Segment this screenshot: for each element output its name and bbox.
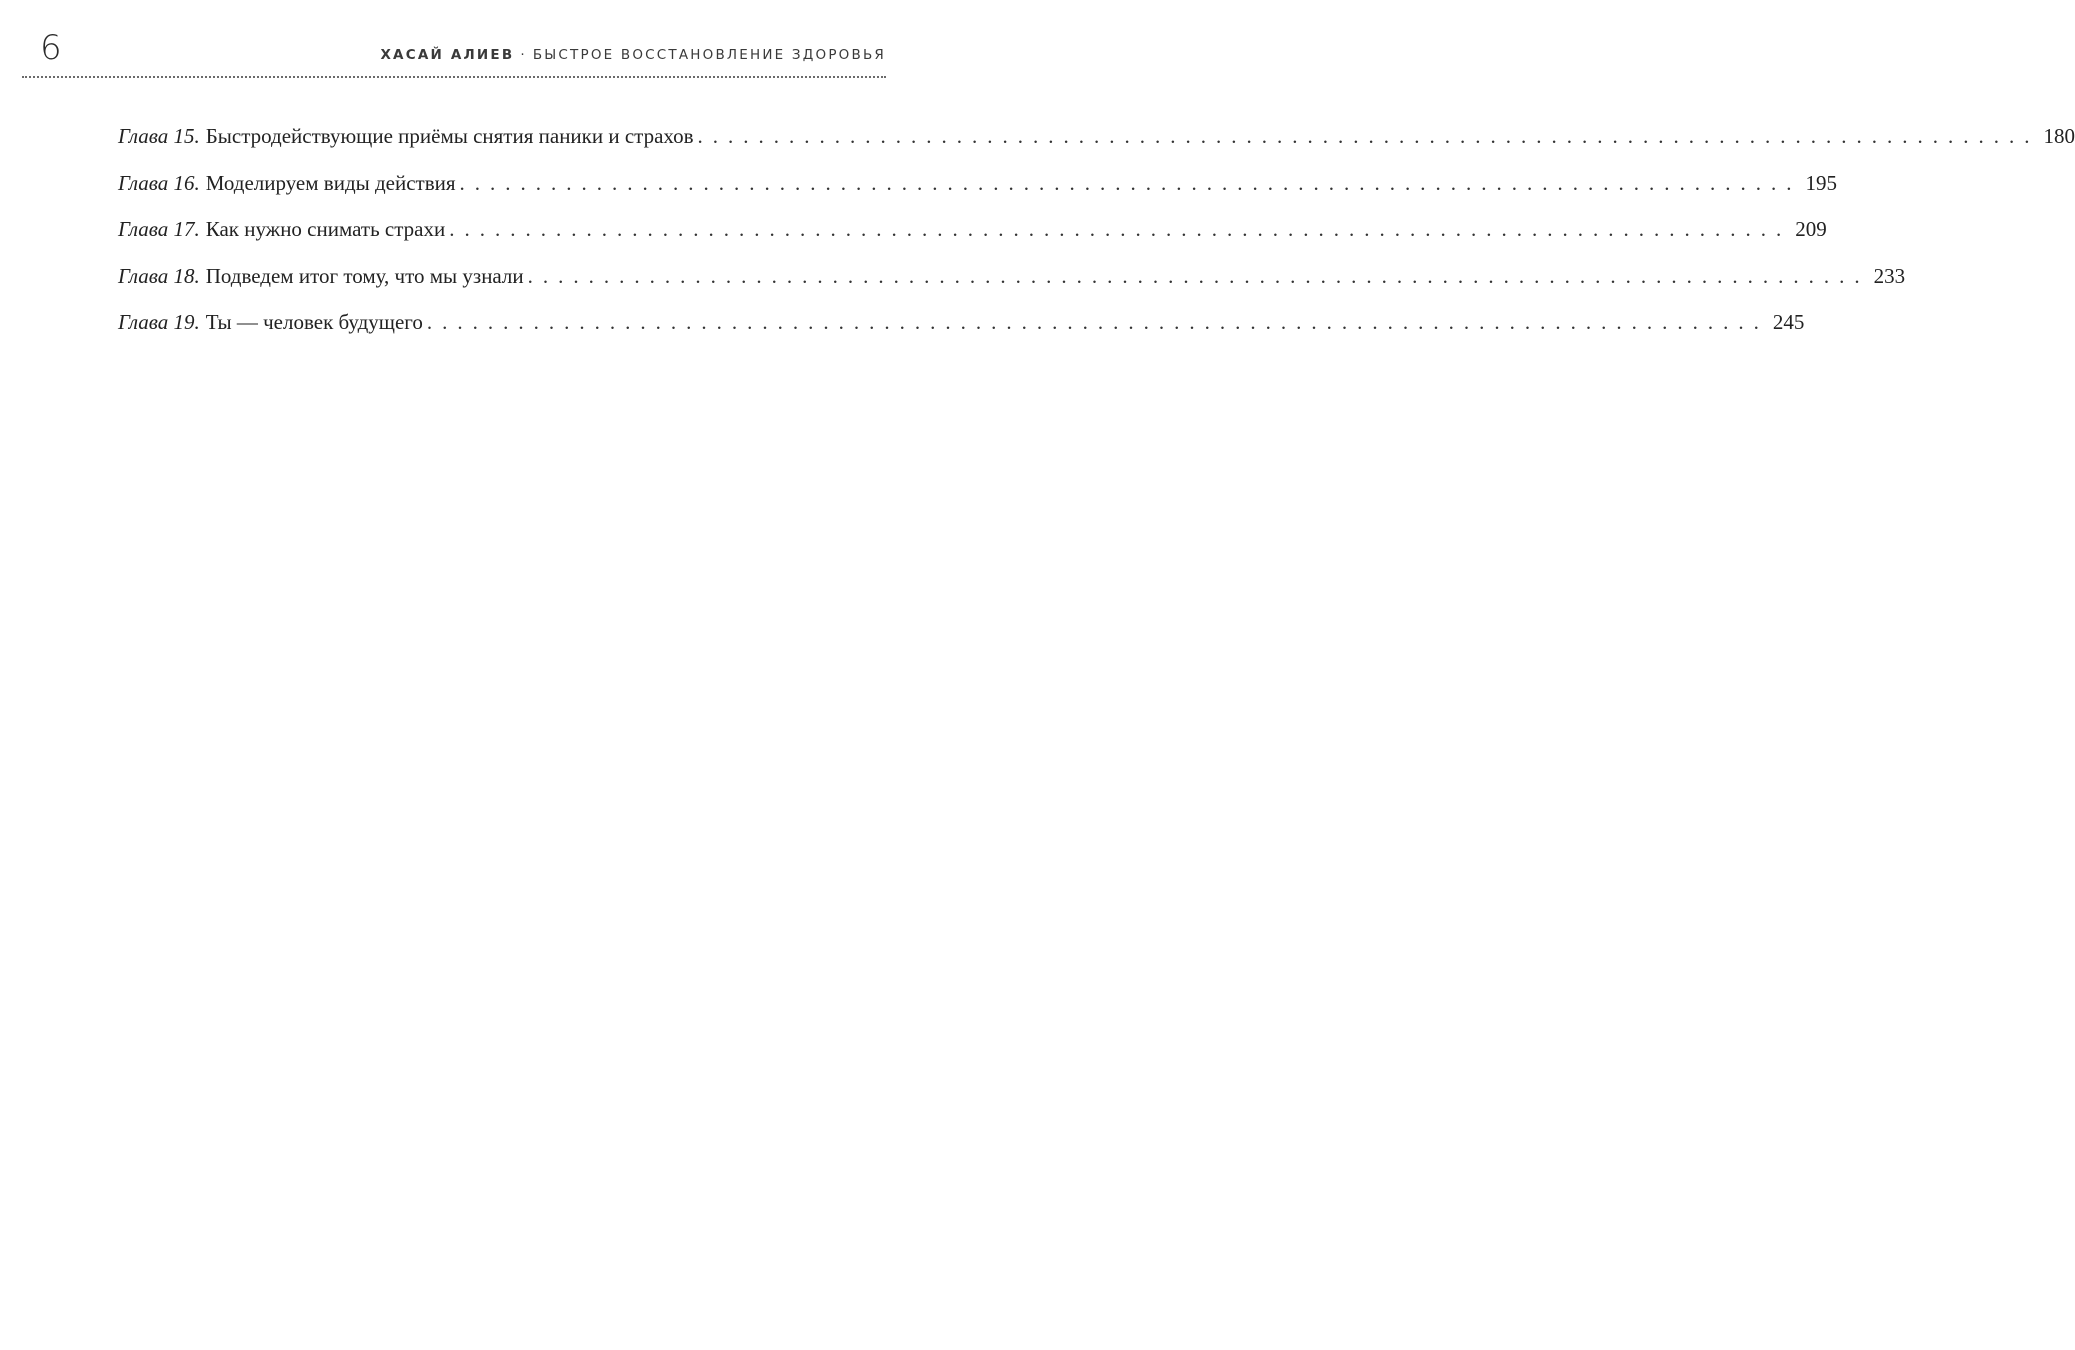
toc-entry-label: Глава 19. [118,310,200,334]
toc-entry[interactable] [118,170,1838,218]
page-header [22,24,886,82]
toc-entry-page: 180 [2043,124,2075,148]
toc-entry-label: Глава 17. [118,217,200,241]
page-number: 6 [40,28,62,68]
toc-entry-label: Глава 18. [118,263,200,288]
toc-dot-leader: ........................................................................................ [426,310,1769,334]
toc-entry[interactable] [118,124,2075,171]
running-head-author: ХАСАЙ АЛИЕВ [380,47,515,63]
running-head [380,46,886,64]
toc-entry[interactable] [118,217,1827,264]
toc-entry-title: Моделируем виды действия [205,170,456,195]
toc-entry-page: 209 [1795,217,1827,241]
toc-dot-leader: ........................................................................................ [449,217,1792,241]
toc-dot-leader: ........................................................................................ [697,124,2040,148]
running-head-book-title: БЫСТРОЕ ВОССТАНОВЛЕНИЕ ЗДОРОВЬЯ [532,47,886,63]
toc-entry-page: 245 [1772,310,1805,334]
toc-entry[interactable] [118,263,1906,311]
toc-entry-label: Глава 15. [118,124,200,148]
toc-entry-page: 233 [1873,263,1906,288]
header-dotted-rule [22,76,886,78]
toc-entry-page: 195 [1805,170,1838,195]
running-head-separator: · [520,47,527,63]
toc-entry-label: Глава 16. [118,170,200,195]
toc-entry-title: Ты — человек будущего [205,310,423,334]
toc-entry[interactable] [118,310,1805,357]
toc-dot-leader: ........................................................................................ [459,170,1802,195]
toc-entry-title: Быстродействующие приёмы снятия паники и страхов [205,124,694,148]
toc-dot-leader: ........................................................................................ [527,263,1870,288]
table-of-contents [118,124,2075,357]
toc-entry-title: Как нужно снимать страхи [205,217,446,241]
toc-entry-title: Подведем итог тому, что мы узнали [205,263,524,288]
